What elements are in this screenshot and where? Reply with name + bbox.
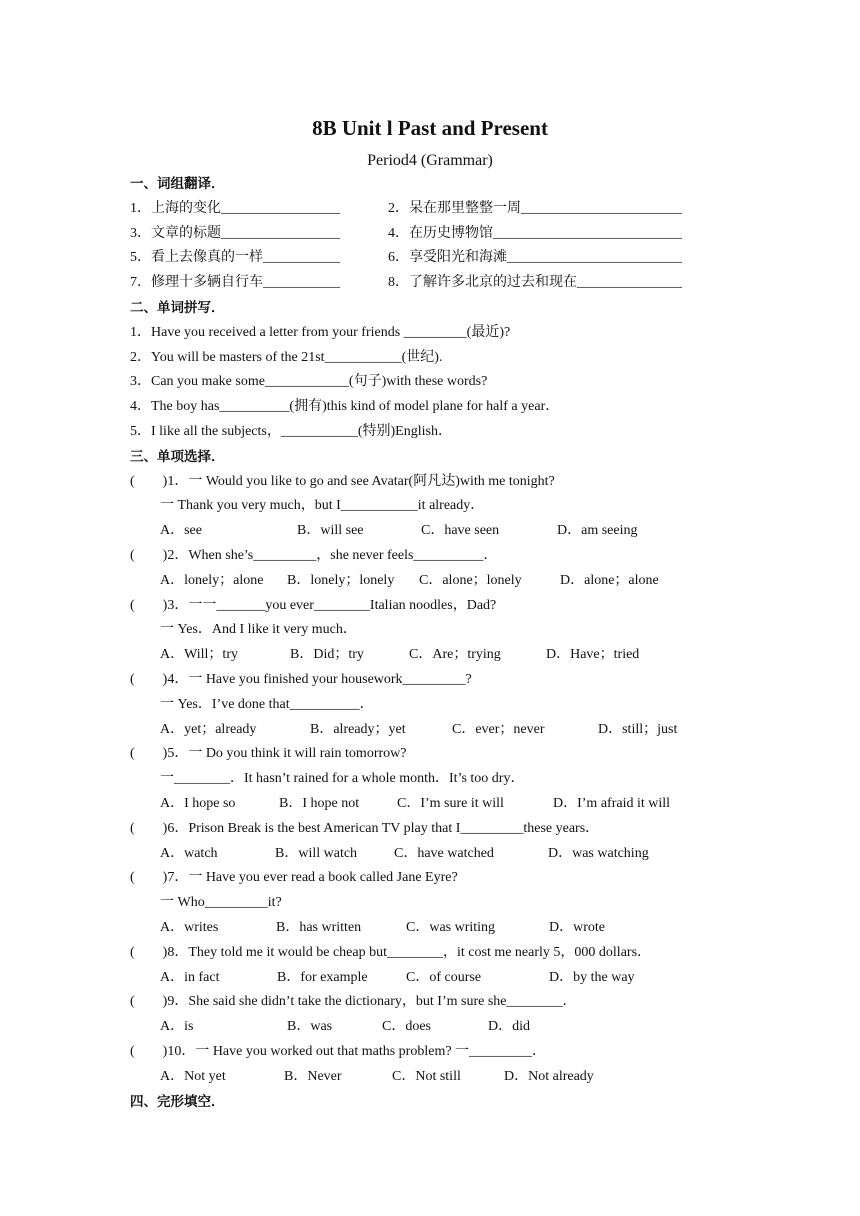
question-stem: ( )5．一 Do you think it will rain tomorrow? xyxy=(130,746,407,762)
answer-option: D．still；just xyxy=(598,721,678,737)
answer-option: B．lonely；lonely xyxy=(287,572,395,588)
answer-option: A．Not yet xyxy=(160,1068,226,1084)
answer-option: D．wrote xyxy=(549,920,605,935)
question-stem: ( )2．When she’s_________，she never feels__________． xyxy=(130,548,498,563)
answer-option: A．writes xyxy=(160,920,219,935)
phrase-item: 8．了解许多北京的过去和现在_______________ xyxy=(388,275,682,291)
question-dialogue: 一 Who_________it? xyxy=(160,895,282,911)
question-dialogue: 一 Thank you very much，but I___________it already． xyxy=(160,498,485,514)
question-stem: ( )4．一 Have you finished your housework_________? xyxy=(130,672,472,687)
answer-option: B．has written xyxy=(276,920,362,935)
spelling-item: 2．You will be masters of the 21st___________(世纪). xyxy=(130,349,443,365)
answer-option: B．already；yet xyxy=(310,721,406,737)
answer-option: A．yet；already xyxy=(160,721,257,737)
page-title: 8B Unit l Past and Present xyxy=(312,116,548,140)
question-stem: ( )10．一 Have you worked out that maths problem? 一_________． xyxy=(130,1044,547,1059)
answer-option: D．did xyxy=(488,1019,530,1035)
answer-option: B．Never xyxy=(284,1068,342,1084)
phrase-item: 2．呆在那里整整一周_______________________ xyxy=(388,200,682,216)
question-dialogue: 一 Yes．I’ve done that__________． xyxy=(160,696,374,712)
phrase-item: 3．文章的标题_________________ xyxy=(130,225,340,241)
phrase-item: 1．上海的变化_________________ xyxy=(130,200,340,216)
answer-option: C．was writing xyxy=(406,920,496,935)
answer-option: A．watch xyxy=(160,845,218,861)
answer-option: B．Did；try xyxy=(290,647,364,663)
answer-option: C．Not still xyxy=(392,1068,461,1084)
answer-option: B．will see xyxy=(297,523,364,539)
answer-option: C．of course xyxy=(406,969,482,985)
question-stem: ( )9．She said she didn’t take the dictionary，but I’m sure she________． xyxy=(130,994,577,1010)
answer-option: A．Will；try xyxy=(160,647,238,663)
answer-option: B．will watch xyxy=(275,845,358,861)
answer-option: C．alone；lonely xyxy=(419,572,522,588)
spelling-item: 5．I like all the subjects，___________(特别)English． xyxy=(130,424,452,439)
question-stem: ( )7．一 Have you ever read a book called Jane Eyre? xyxy=(130,870,458,886)
answer-option: A．is xyxy=(160,1019,194,1035)
question-stem: ( )6．Prison Break is the best American TV play that I_________these years． xyxy=(130,820,600,836)
question-stem: ( )1．一 Would you like to go and see Avatar(阿凡达)with me tonight? xyxy=(130,473,555,489)
answer-option: D．am seeing xyxy=(557,523,638,539)
answer-option: D．by the way xyxy=(549,969,635,985)
answer-option: C．Are；trying xyxy=(409,647,501,663)
phrase-item: 5．看上去像真的一样___________ xyxy=(130,250,340,266)
answer-option: D．I’m afraid it will xyxy=(553,796,671,811)
answer-option: A．lonely；alone xyxy=(160,572,264,588)
section-heading: 一、词组翻译． xyxy=(130,176,225,192)
question-stem: ( )3．一一_______you ever________Italian noodles，Dad? xyxy=(130,597,497,613)
answer-option: C．does xyxy=(382,1019,431,1035)
answer-option: B．was xyxy=(287,1019,333,1035)
question-dialogue: 一________．It hasn’t rained for a whole month．It’s too dry． xyxy=(160,771,525,787)
question-dialogue: 一 Yes．And I like it very much． xyxy=(160,622,357,638)
answer-option: C．I’m sure it will xyxy=(397,796,504,811)
spelling-item: 1．Have you received a letter from your friends _________(最近)? xyxy=(130,324,511,340)
answer-option: C．have watched xyxy=(394,845,494,861)
section-heading: 四、完形填空． xyxy=(130,1093,225,1110)
answer-option: D．alone；alone xyxy=(560,572,659,588)
spelling-item: 3．Can you make some____________(句子)with these words? xyxy=(130,374,488,390)
answer-option: B．I hope not xyxy=(279,796,360,811)
section-heading: 三、单项选择． xyxy=(130,448,225,465)
answer-option: C．have seen xyxy=(421,523,500,539)
answer-option: D．Have；tried xyxy=(546,647,640,663)
answer-option: A．I hope so xyxy=(160,796,236,811)
phrase-item: 4．在历史博物馆___________________________ xyxy=(388,225,682,241)
phrase-item: 7．修理十多辆自行车___________ xyxy=(130,275,340,291)
section-heading: 二、单词拼写． xyxy=(130,300,225,316)
answer-option: A．in fact xyxy=(160,969,220,985)
answer-option: D．was watching xyxy=(548,845,649,861)
spelling-item: 4．The boy has__________(拥有)this kind of model plane for half a year． xyxy=(130,399,560,415)
page-subtitle: Period4 (Grammar) xyxy=(367,152,493,169)
phrase-item: 6．享受阳光和海滩_________________________ xyxy=(388,250,682,266)
answer-option: D．Not already xyxy=(504,1068,594,1084)
question-stem: ( )8．They told me it would be cheap but________，it cost me nearly 5，000 dollars． xyxy=(130,944,652,960)
answer-option: C．ever；never xyxy=(452,721,545,737)
answer-option: A．see xyxy=(160,523,202,539)
answer-option: B．for example xyxy=(277,969,368,985)
